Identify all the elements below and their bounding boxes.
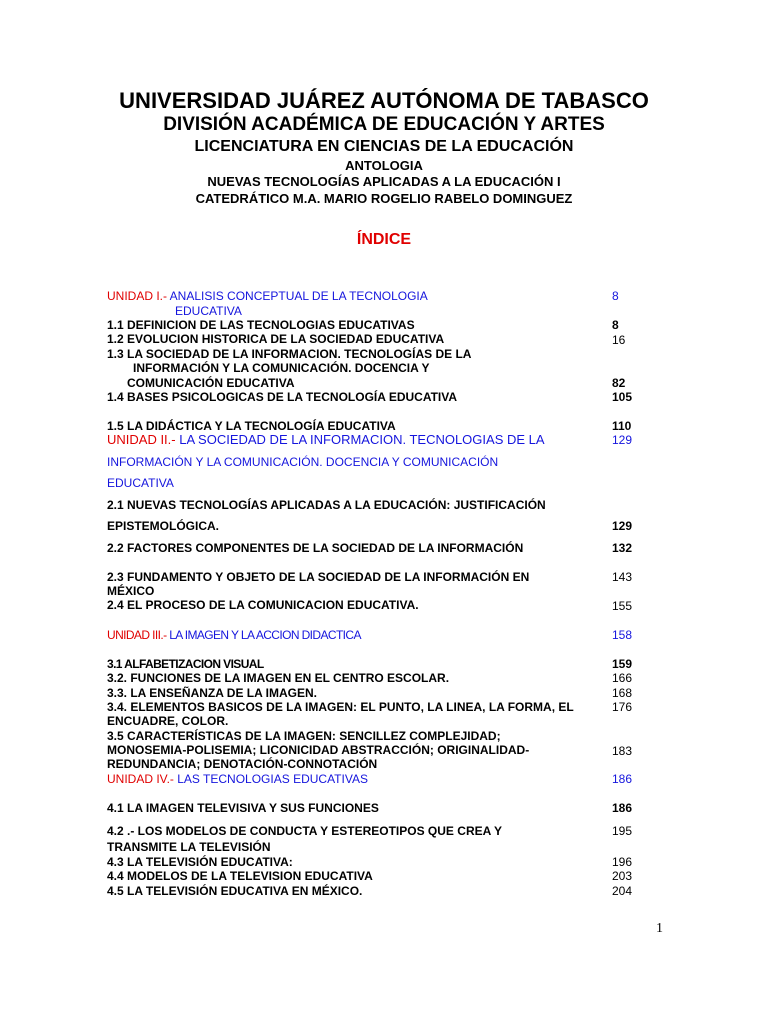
- toc-page-3-5: 183: [612, 744, 633, 758]
- toc-entry-4-5: 4.5 LA TELEVISIÓN EDUCATIVA EN MÉXICO.: [107, 884, 363, 898]
- toc-page-4-3: 196: [612, 855, 633, 869]
- toc-page-2-2: 132: [612, 541, 633, 555]
- toc-entry-3-5: 3.5 CARACTERÍSTICAS DE LA IMAGEN: SENCILLEZ COMPLEJIDAD;: [107, 729, 501, 743]
- toc-page-1-5: 110: [612, 419, 632, 433]
- unit-2-title-cont: INFORMACIÓN Y LA COMUNICACIÓN. DOCENCIA Y COMUNICACIÓN: [107, 455, 499, 469]
- unit-2-label: UNIDAD II.-: [107, 432, 176, 447]
- toc-page-3-1: 159: [612, 657, 633, 671]
- toc-page-1-2: 16: [612, 333, 626, 347]
- toc-entry-2-1-cont: EPISTEMOLÓGICA.: [107, 519, 220, 533]
- unit-2-page: 129: [612, 433, 633, 447]
- index-title: ÍNDICE: [356, 231, 412, 248]
- toc-entry-3-5-cont: MONOSEMIA-POLISEMIA; LICONICIDAD ABSTRACCIÓN; ORIGINALIDAD-: [107, 743, 530, 757]
- toc-page-2-4: 155: [612, 599, 633, 613]
- toc-page-2-1: 129: [612, 519, 633, 533]
- unit-4-heading: [107, 772, 368, 786]
- unit-1-page: 8: [612, 289, 619, 303]
- course-name: NUEVAS TECNOLOGÍAS APLICADAS A LA EDUCACIÓN I: [207, 174, 561, 189]
- toc-entry-1-1: 1.1 DEFINICION DE LAS TECNOLOGIAS EDUCATIVAS: [107, 318, 415, 332]
- toc-page-3-2: 166: [612, 671, 633, 685]
- toc-page-4-5: 204: [612, 884, 633, 898]
- toc-page-2-3: 143: [612, 570, 633, 584]
- toc-entry-3-2: 3.2. FUNCIONES DE LA IMAGEN EN EL CENTRO ESCOLAR.: [107, 671, 450, 685]
- toc-entry-1-3: 1.3 LA SOCIEDAD DE LA INFORMACION. TECNOLOGÍAS DE LA: [107, 347, 472, 361]
- unit-3-page: 158: [612, 628, 633, 642]
- toc-entry-3-1: 3.1 ALFABETIZACION VISUAL: [107, 657, 264, 671]
- unit-2-title: LA SOCIEDAD DE LA INFORMACION. TECNOLOGIAS DE LA: [179, 432, 545, 447]
- toc-entry-2-1: 2.1 NUEVAS TECNOLOGÍAS APLICADAS A LA EDUCACIÓN: JUSTIFICACIÓN: [107, 498, 546, 512]
- toc-page-1-1: 8: [612, 318, 619, 332]
- unit-4-page: 186: [612, 772, 633, 786]
- unit-4-label: UNIDAD IV.-: [107, 772, 174, 786]
- division-title: DIVISIÓN ACADÉMICA DE EDUCACIÓN Y ARTES: [163, 114, 605, 135]
- page-number: 1: [656, 921, 663, 936]
- toc-entry-3-4-cont: ENCUADRE, COLOR.: [107, 714, 229, 728]
- toc-page-4-2: 195: [612, 824, 633, 838]
- unit-2-heading: [107, 433, 545, 447]
- toc-page-4-4: 203: [612, 869, 633, 883]
- toc-page-1-3: 82: [612, 376, 626, 390]
- toc-entry-2-3-cont: MÉXICO: [107, 584, 155, 598]
- toc-page-1-4: 105: [612, 390, 633, 404]
- unit-1-heading: [107, 289, 428, 303]
- toc-entry-4-4: 4.4 MODELOS DE LA TELEVISION EDUCATIVA: [107, 869, 373, 883]
- toc-entry-4-2-cont: TRANSMITE LA TELEVISIÓN: [107, 840, 271, 854]
- toc-entry-4-3: 4.3 LA TELEVISIÓN EDUCATIVA:: [107, 855, 293, 869]
- toc-entry-3-4: 3.4. ELEMENTOS BASICOS DE LA IMAGEN: EL PUNTO, LA LINEA, LA FORMA, EL: [107, 700, 574, 714]
- unit-4-title: LAS TECNOLOGIAS EDUCATIVAS: [177, 772, 368, 786]
- document-type: ANTOLOGIA: [345, 158, 423, 173]
- unit-1-title: ANALISIS CONCEPTUAL DE LA TECNOLOGIA: [169, 289, 428, 303]
- unit-3-label: UNIDAD III.-: [107, 628, 167, 642]
- toc-entry-2-4: 2.4 EL PROCESO DE LA COMUNICACION EDUCATIVA.: [107, 598, 419, 612]
- toc-page-3-3: 168: [612, 686, 633, 700]
- toc-entry-1-3-cont: INFORMACIÓN Y LA COMUNICACIÓN. DOCENCIA Y: [133, 361, 430, 375]
- toc-page-3-4: 176: [612, 700, 633, 714]
- toc-entry-1-2: 1.2 EVOLUCION HISTORICA DE LA SOCIEDAD EDUCATIVA: [107, 332, 445, 346]
- toc-entry-2-3: 2.3 FUNDAMENTO Y OBJETO DE LA SOCIEDAD DE LA INFORMACIÓN EN: [107, 570, 530, 584]
- toc-entry-3-5-cont2: REDUNDANCIA; DENOTACIÓN-CONNOTACIÓN: [107, 757, 378, 771]
- unit-1-title-cont: EDUCATIVA: [175, 304, 242, 318]
- toc-entry-1-4: 1.4 BASES PSICOLOGICAS DE LA TECNOLOGÍA EDUCATIVA: [107, 390, 458, 404]
- toc-entry-1-5: 1.5 LA DIDÁCTICA Y LA TECNOLOGÍA EDUCATIVA: [107, 419, 396, 433]
- toc-entry-4-2: 4.2 .- LOS MODELOS DE CONDUCTA Y ESTEREOTIPOS QUE CREA Y: [107, 824, 502, 838]
- toc-entry-2-2: 2.2 FACTORES COMPONENTES DE LA SOCIEDAD DE LA INFORMACIÓN: [107, 541, 524, 555]
- toc-page-4-1: 186: [612, 801, 633, 815]
- unit-1-label: UNIDAD I.-: [107, 289, 167, 303]
- degree-title: LICENCIATURA EN CIENCIAS DE LA EDUCACIÓN: [194, 138, 574, 155]
- toc-entry-3-3: 3.3. LA ENSEÑANZA DE LA IMAGEN.: [107, 686, 318, 700]
- unit-3-heading: [107, 628, 361, 642]
- toc-entry-1-3-cont2: COMUNICACIÓN EDUCATIVA: [127, 376, 295, 390]
- unit-3-title: LA IMAGEN Y LA ACCION DIDACTICA: [169, 628, 361, 642]
- toc-entry-4-1: 4.1 LA IMAGEN TELEVISIVA Y SUS FUNCIONES: [107, 801, 379, 815]
- university-title: UNIVERSIDAD JUÁREZ AUTÓNOMA DE TABASCO: [119, 88, 649, 113]
- instructor-name: CATEDRÁTICO M.A. MARIO ROGELIO RABELO DOMINGUEZ: [195, 191, 573, 206]
- unit-2-title-cont2: EDUCATIVA: [107, 476, 174, 490]
